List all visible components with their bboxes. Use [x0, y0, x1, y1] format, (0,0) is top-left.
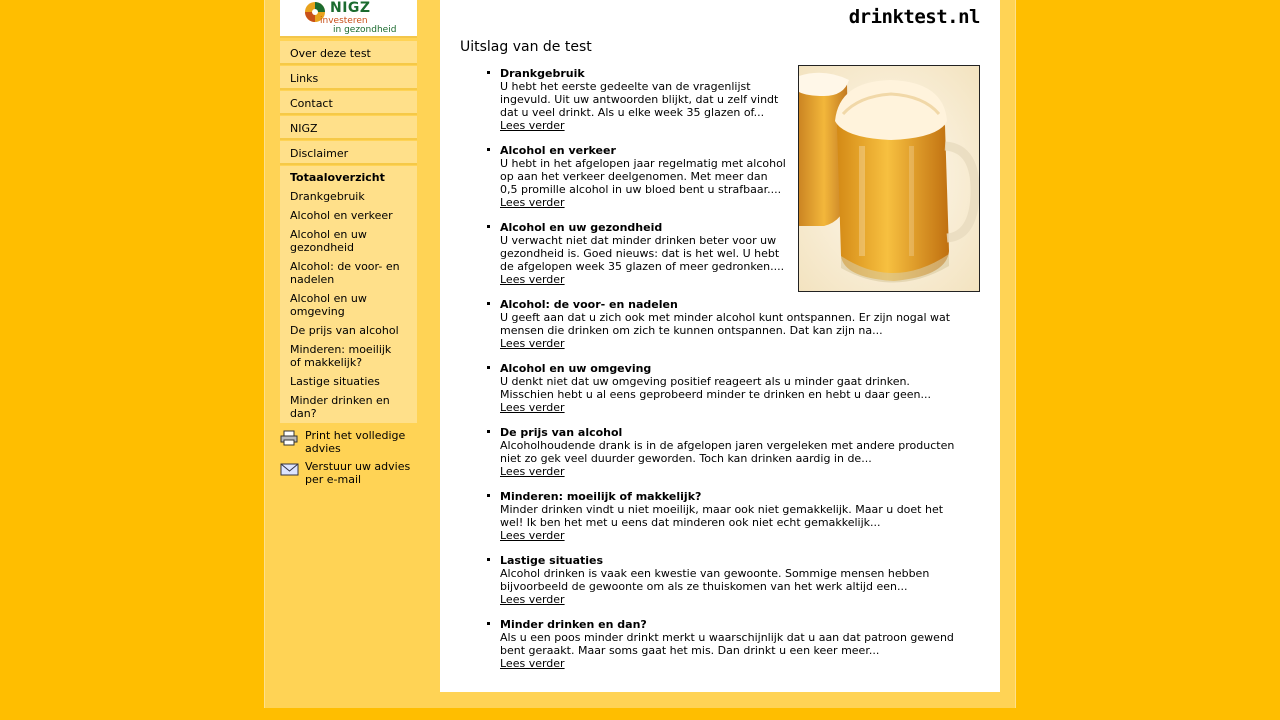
bullet — [487, 302, 490, 305]
results-subnav — [280, 166, 417, 423]
bullet — [487, 366, 490, 369]
nav-item-nigz[interactable] — [280, 116, 417, 140]
subnav-item-drankgebruik[interactable]: Drankgebruik — [290, 190, 365, 203]
section-line: bent geraakt. Maar soms gaat het mis. Dan drinkt u een keer meer... — [500, 644, 880, 657]
bullet — [487, 225, 490, 228]
section-heading: Minderen: moeilijk of makkelijk? — [500, 490, 702, 503]
section-line: U verwacht niet dat minder drinken beter voor uw — [500, 234, 777, 247]
read-more-link[interactable]: Lees verder — [500, 465, 565, 478]
subnav-item-lastige-situaties[interactable]: Lastige situaties — [290, 375, 380, 388]
nav-item-label: Disclaimer — [290, 147, 349, 160]
read-more-link[interactable]: Lees verder — [500, 529, 565, 542]
subnav-item-alcohol-en-verkeer[interactable]: Alcohol en verkeer — [290, 209, 393, 222]
section-heading: Alcohol en uw gezondheid — [500, 221, 663, 234]
bullet — [487, 71, 490, 74]
read-more-link[interactable]: Lees verder — [500, 273, 565, 286]
print-advice-label: Print het volledige advies — [305, 429, 406, 455]
section-line: U hebt het eerste gedeelte van de vragenlijst — [500, 80, 751, 93]
envelope-icon — [280, 461, 299, 477]
section-line: U hebt in het afgelopen jaar regelmatig met alcohol — [500, 157, 786, 170]
read-more-link[interactable]: Lees verder — [500, 119, 565, 132]
section-minder-drinken-en-dan — [500, 618, 978, 670]
read-more-link[interactable]: Lees verder — [500, 401, 565, 414]
subnav-item-totaaloverzicht[interactable]: Totaaloverzicht — [290, 171, 385, 184]
read-more-link[interactable]: Lees verder — [500, 593, 565, 606]
section-line: Als u een poos minder drinkt merkt u waarschijnlijk dat u aan dat patroon gewend — [500, 631, 954, 644]
section-line: bijvoorbeeld de gewoonte om als ze thuiskomen van het werk altijd een... — [500, 580, 908, 593]
section-drankgebruik — [500, 67, 978, 132]
section-prijs-van-alcohol — [500, 426, 978, 478]
section-line: op aan het verkeer deelgenomen. Met meer dan — [500, 170, 768, 183]
section-line: niet zo gek veel duurder geworden. Toch kan drinken aardig in de... — [500, 452, 872, 465]
nigz-logo[interactable] — [280, 0, 417, 38]
section-line: wel! Ik ben het met u eens dat minderen ook niet echt gemakkelijk... — [500, 516, 881, 529]
section-line: dat u veel drinkt. Als u elke week 35 glazen of... — [500, 106, 765, 119]
nav-item-contact[interactable] — [280, 91, 417, 115]
bullet — [487, 494, 490, 497]
section-voor-en-nadelen — [500, 298, 978, 350]
page-title: Uitslag van de test — [460, 39, 592, 55]
printer-icon — [280, 430, 299, 446]
read-more-link[interactable]: Lees verder — [500, 196, 565, 209]
logo-tagline-2: in gezondheid — [333, 25, 397, 35]
subnav-item-minder-drinken-en-dan[interactable]: Minder drinken en dan? — [290, 394, 390, 420]
subnav-item-alcohol-en-uw-omgeving[interactable]: Alcohol en uw omgeving — [290, 292, 367, 318]
site-title[interactable]: drinktest.nl — [848, 6, 980, 28]
section-line: ingevuld. Uit uw antwoorden blijkt, dat u zelf vindt — [500, 93, 779, 106]
nav-item-label: NIGZ — [290, 122, 318, 135]
subnav-item-minderen[interactable]: Minderen: moeilijk of makkelijk? — [290, 343, 392, 369]
section-heading: Lastige situaties — [500, 554, 604, 567]
subnav-item-voor-en-nadelen[interactable]: Alcohol: de voor- en nadelen — [290, 260, 400, 286]
section-heading: Drankgebruik — [500, 67, 585, 80]
section-line: gezondheid is. Goed nieuws: dat is het wel. U hebt — [500, 247, 780, 260]
email-advice-label: Verstuur uw advies per e-mail — [305, 460, 411, 486]
section-alcohol-en-verkeer — [500, 144, 978, 209]
section-alcohol-en-uw-omgeving — [500, 362, 978, 414]
logo-tagline-1: investeren — [320, 16, 368, 26]
section-heading: Minder drinken en dan? — [500, 618, 647, 631]
nav-item-label: Over deze test — [290, 47, 371, 60]
bullet — [487, 430, 490, 433]
section-line: mensen die drinken om zich te kunnen ontspannen. Dat kan zijn na... — [500, 324, 883, 337]
print-advice-link[interactable] — [280, 429, 420, 457]
bullet — [487, 622, 490, 625]
nav-item-label: Links — [290, 72, 319, 85]
section-heading: De prijs van alcohol — [500, 426, 623, 439]
section-lastige-situaties — [500, 554, 978, 606]
section-alcohol-en-uw-gezondheid — [500, 221, 978, 286]
section-line: U denkt niet dat uw omgeving positief reageert als u minder gaat drinken. — [500, 375, 910, 388]
subnav-item-prijs-van-alcohol[interactable]: De prijs van alcohol — [290, 324, 399, 337]
section-line: 0,5 promille alcohol in uw bloed bent u strafbaar.... — [500, 183, 782, 196]
read-more-link[interactable]: Lees verder — [500, 337, 565, 350]
main-content — [440, 0, 1000, 692]
section-line: de afgelopen week 35 glazen of meer gedronken.... — [500, 260, 785, 273]
logo-name: NIGZ — [330, 0, 371, 16]
section-line: Alcoholhoudende drank is in de afgelopen jaren vergeleken met andere producten — [500, 439, 955, 452]
subnav-item-alcohol-en-uw-gezondheid[interactable]: Alcohol en uw gezondheid — [290, 228, 367, 254]
nav-item-label: Contact — [290, 97, 333, 110]
section-minderen — [500, 490, 978, 542]
section-heading: Alcohol en verkeer — [500, 144, 616, 157]
bullet — [487, 148, 490, 151]
nav-item-over-deze-test[interactable] — [280, 41, 417, 65]
section-line: U geeft aan dat u zich ook met minder alcohol kunt ontspannen. Er zijn nogal wat — [500, 311, 951, 324]
section-heading: Alcohol: de voor- en nadelen — [500, 298, 678, 311]
read-more-link[interactable]: Lees verder — [500, 657, 565, 670]
section-line: Minder drinken vindt u niet moeilijk, maar ook niet gemakkelijk. Maar u doet het — [500, 503, 944, 516]
nav-item-links[interactable] — [280, 66, 417, 90]
section-heading: Alcohol en uw omgeving — [500, 362, 652, 375]
section-line: Alcohol drinken is vaak een kwestie van gewoonte. Sommige mensen hebben — [500, 567, 930, 580]
bullet — [487, 558, 490, 561]
nav-item-disclaimer[interactable] — [280, 141, 417, 165]
section-line: Misschien hebt u al eens geprobeerd minder te drinken en hebt u daar geen... — [500, 388, 931, 401]
email-advice-link[interactable] — [280, 460, 420, 488]
